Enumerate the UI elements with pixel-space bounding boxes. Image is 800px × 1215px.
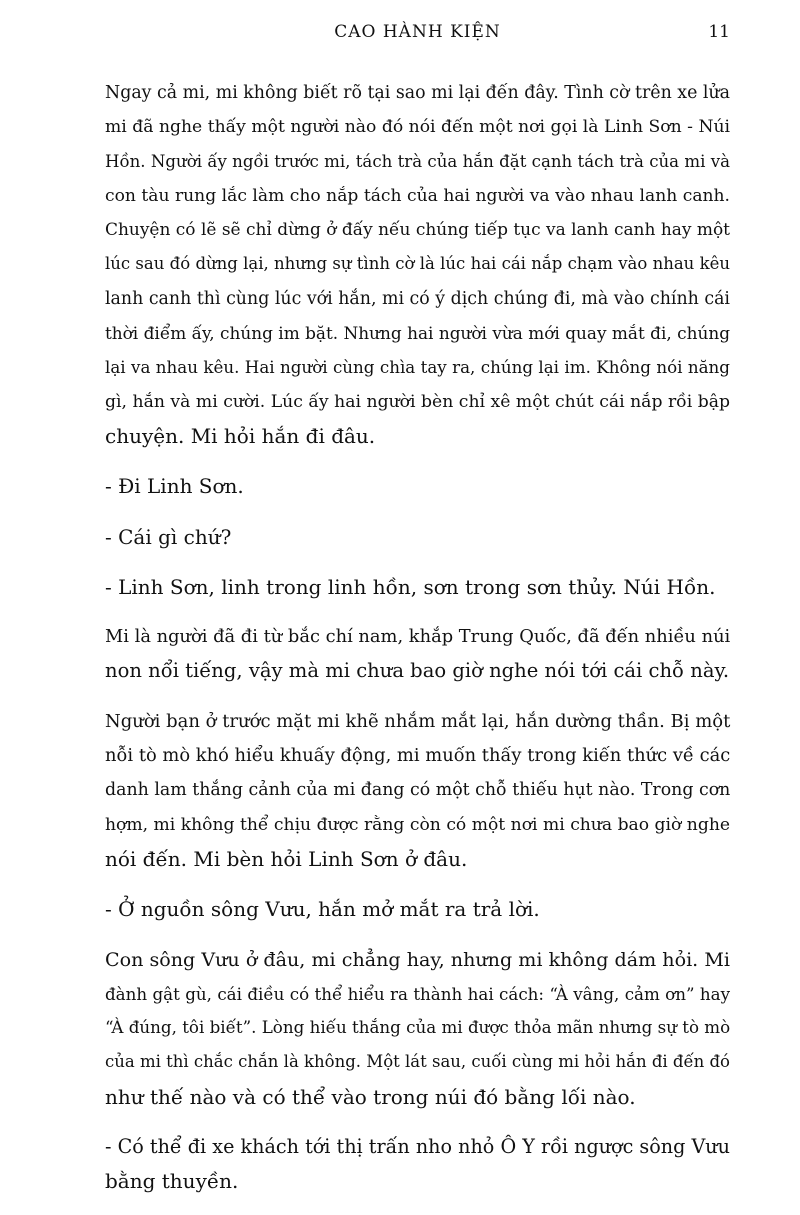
text-line: như thế nào và có thể vào trong núi đó bằng lối nào. — [105, 1084, 636, 1109]
text-line: con tàu rung lắc làm cho nắp tách của hai người va vào nhau lanh canh. — [105, 185, 730, 206]
text-line: lúc sau đó dừng lại, nhưng sự tình cờ là lúc hai cái nắp chạm vào nhau kêu — [105, 254, 730, 274]
text-line: gì, hắn và mi cười. Lúc ấy hai người bèn chỉ xê một chút cái nắp rồi bập — [105, 391, 730, 412]
dialogue-line — [105, 469, 730, 503]
text-line: danh lam thắng cảnh của mi đang có một chỗ thiếu hụt nào. Trong cơn — [105, 780, 731, 801]
text-line: lanh canh thì cùng lúc với hắn, mi có ý dịch chúng đi, mà vào chính cái — [105, 288, 730, 309]
text-line: bằng thuyền. — [105, 1169, 239, 1194]
text-body — [105, 76, 730, 1215]
text-line: - Linh Sơn, linh trong linh hồn, sơn trong sơn thủy. Núi Hồn. — [105, 574, 716, 599]
paragraph — [105, 620, 730, 689]
dialogue-line — [105, 520, 730, 554]
text-line: Hồn. Người ấy ngồi trước mi, tách trà của hắn đặt cạnh tách trà của mi và — [105, 151, 730, 171]
paragraph — [105, 705, 730, 876]
book-title: CAO HÀNH KIỆN — [334, 22, 501, 42]
text-line: - Ở nguồn sông Vưu, hắn mở mắt ra trả lời. — [105, 897, 540, 922]
text-line: - Có thể đi xe khách tới thị trấn nho nhỏ Ô Y rồi ngược sông Vưu — [105, 1135, 730, 1159]
text-line: Con sông Vưu ở đâu, mi chẳng hay, nhưng mi không dám hỏi. Mi — [105, 948, 730, 971]
text-line: - Cái gì chứ? — [105, 524, 232, 549]
text-line: Chuyện có lẽ sẽ chỉ dừng ở đấy nếu chúng tiếp tục va lanh canh hay một — [105, 220, 730, 241]
paragraph — [105, 76, 730, 453]
text-line: non nổi tiếng, vậy mà mi chưa bao giờ nghe nói tới cái chỗ này. — [105, 659, 730, 683]
text-line: lại va nhau kêu. Hai người cùng chìa tay ra, chúng lại im. Không nói năng — [105, 357, 730, 378]
text-line: mi đã nghe thấy một người nào đó nói đến một nơi gọi là Linh Sơn - Núi — [105, 117, 730, 138]
text-line: Người bạn ở trước mặt mi khẽ nhắm mắt lại, hắn dường thần. Bị một — [105, 710, 731, 732]
text-line: Ngay cả mi, mi không biết rõ tại sao mi lại đến đây. Tình cờ trên xe lửa — [105, 83, 730, 103]
text-line: thời điểm ấy, chúng im bặt. Nhưng hai người vừa mới quay mắt đi, chúng — [105, 323, 730, 344]
text-line: “À đúng, tôi biết”. Lòng hiếu thắng của mi được thỏa mãn nhưng sự tò mò — [105, 1018, 731, 1038]
dialogue-line — [105, 570, 730, 604]
paragraph — [105, 1130, 730, 1199]
text-line: hợm, mi không thể chịu được rằng còn có một nơi mi chưa bao giờ nghe — [105, 814, 730, 835]
text-line: của mi thì chắc chắn là không. Một lát sau, cuối cùng mi hỏi hắn đi đến đó — [105, 1052, 730, 1072]
running-header — [105, 18, 730, 48]
text-line: đành gật gù, cái điều có thể hiểu ra thành hai cách: “À vâng, cảm ơn” hay — [105, 983, 730, 1004]
text-line: nỗi tò mò khó hiểu khuấy động, mi muốn thấy trong kiến thức về các — [105, 745, 731, 767]
text-line: chuyện. Mi hỏi hắn đi đâu. — [105, 423, 376, 448]
text-line: - Đi Linh Sơn. — [105, 474, 244, 499]
page-number: 11 — [708, 22, 730, 42]
text-line: Mi là người đã đi từ bắc chí nam, khắp Trung Quốc, đã đến nhiều núi — [105, 626, 731, 648]
text-line: nói đến. Mi bèn hỏi Linh Sơn ở đâu. — [105, 846, 468, 871]
dialogue-line — [105, 892, 730, 926]
paragraph — [105, 943, 730, 1114]
